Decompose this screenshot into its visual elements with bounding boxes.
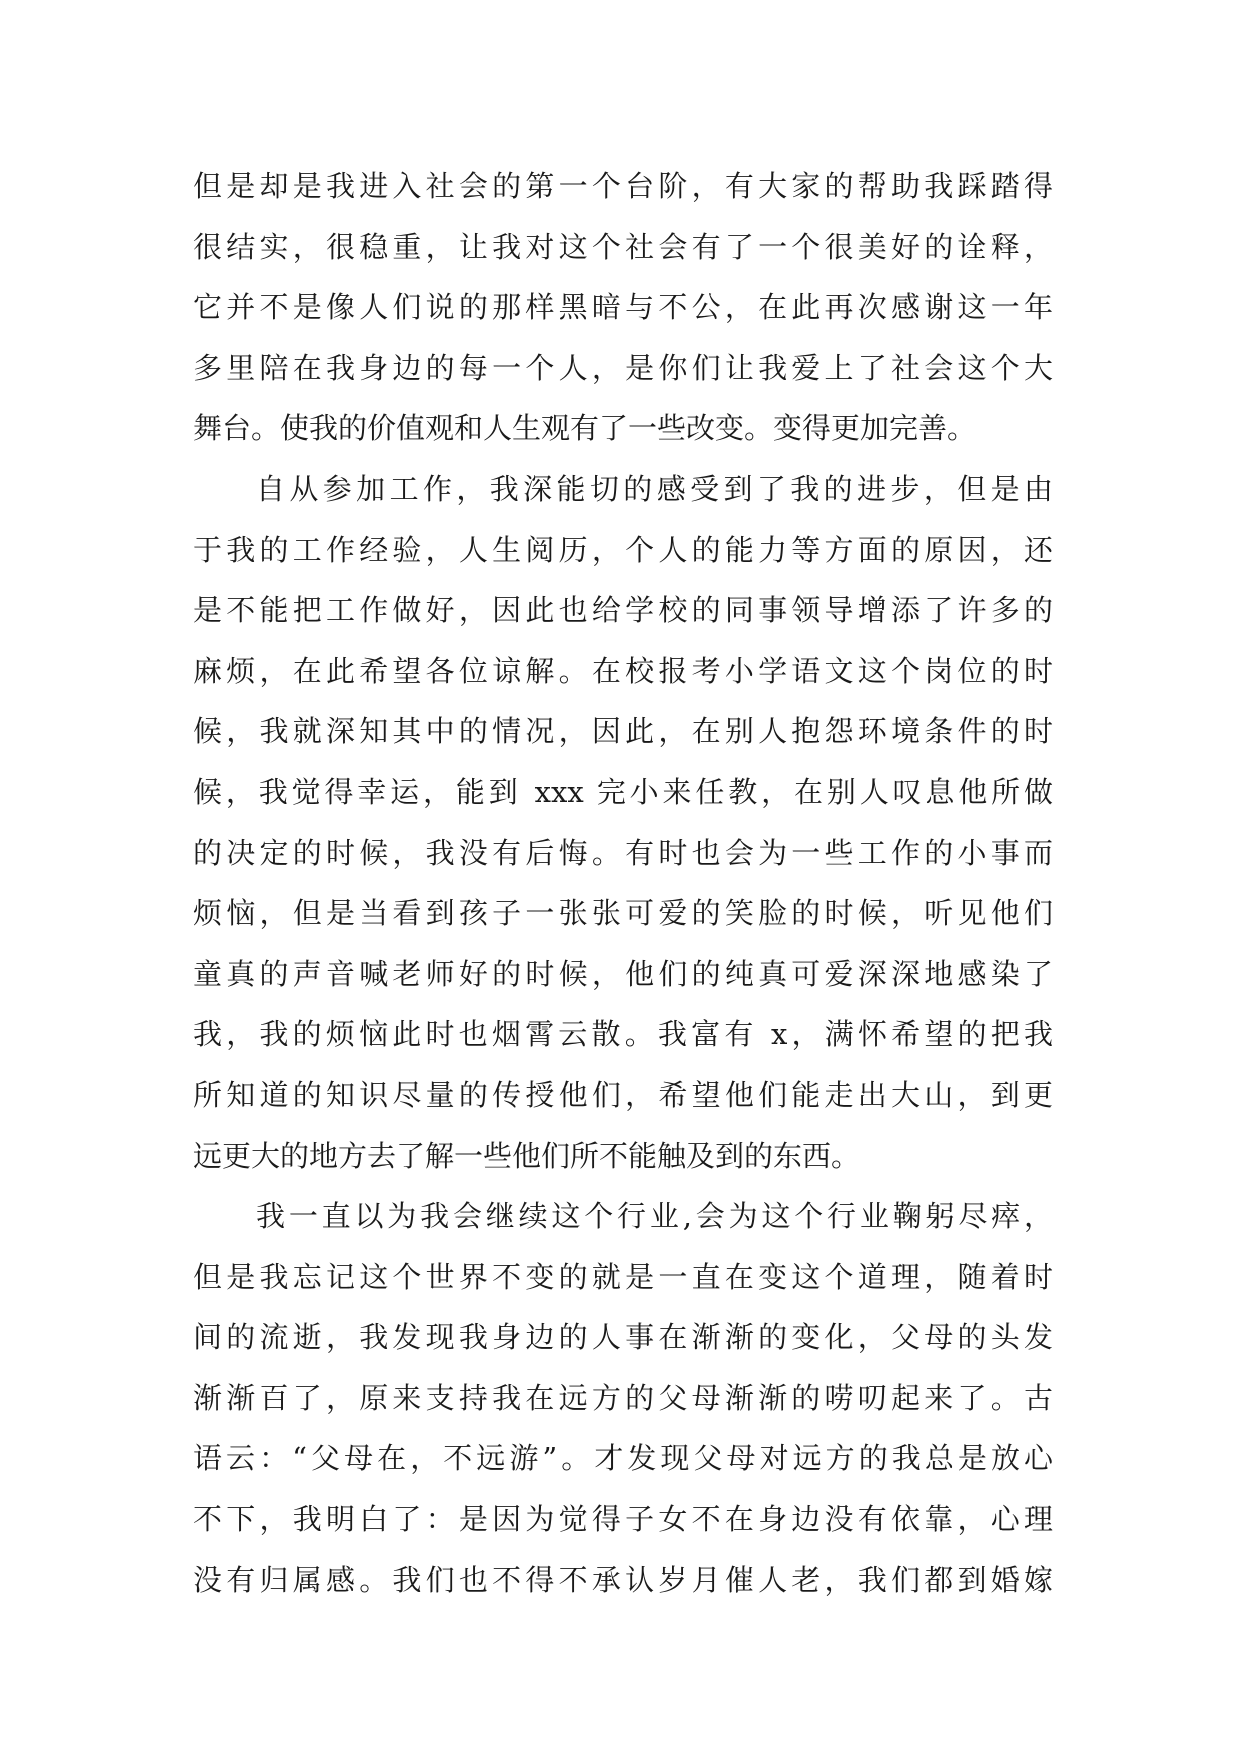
text-line: 自从参加工作，我深能切的感受到了我的进步，但是由 xyxy=(256,471,1053,506)
text-line: 候，我就深知其中的情况，因此，在别人抱怨环境条件的时 xyxy=(193,714,1053,749)
text-line: 于我的工作经验，人生阅历，个人的能力等方面的原因，还 xyxy=(193,532,1053,567)
text-line: 不下，我明白了：是因为觉得子女不在身边没有依靠，心理 xyxy=(193,1502,1053,1537)
paragraph-2 xyxy=(193,459,1053,1186)
paragraph-3 xyxy=(193,1186,1053,1610)
text-line: 的决定的时候，我没有后悔。有时也会为一些工作的小事而 xyxy=(193,835,1053,870)
text-line: 语云：“父母在，不远游”。才发现父母对远方的我总是放心 xyxy=(193,1441,1053,1476)
text-line: 多里陪在我身边的每一个人，是你们让我爱上了社会这个大 xyxy=(193,350,1053,385)
text-line: 童真的声音喊老师好的时候，他们的纯真可爱深深地感染了 xyxy=(193,956,1053,991)
paragraph-1 xyxy=(193,156,1053,459)
text-line: 它并不是像人们说的那样黑暗与不公，在此再次感谢这一年 xyxy=(193,290,1053,325)
text-line: 渐渐百了，原来支持我在远方的父母渐渐的唠叨起来了。古 xyxy=(193,1380,1053,1415)
text-line: 但是却是我进入社会的第一个台阶，有大家的帮助我踩踏得 xyxy=(193,169,1053,203)
text-line: 但是我忘记这个世界不变的就是一直在变这个道理，随着时 xyxy=(193,1259,1053,1294)
text-line: 是不能把工作做好，因此也给学校的同事领导增添了许多的 xyxy=(193,593,1053,628)
text-line: 没有归属感。我们也不得不承认岁月催人老，我们都到婚嫁 xyxy=(193,1562,1053,1597)
text-line: 候，我觉得幸运，能到 xxx 完小来任教，在别人叹息他所做 xyxy=(193,774,1053,809)
text-line: 烦恼，但是当看到孩子一张张可爱的笑脸的时候，听见他们 xyxy=(193,896,1053,931)
text-line: 我一直以为我会继续这个行业,会为这个行业鞠躬尽瘁， xyxy=(256,1199,1053,1234)
text-line: 间的流逝，我发现我身边的人事在渐渐的变化，父母的头发 xyxy=(193,1320,1053,1355)
text-line: 很结实，很稳重，让我对这个社会有了一个很美好的诠释， xyxy=(193,229,1053,264)
text-line: 远更大的地方去了解一些他们所不能触及到的东西。 xyxy=(193,1138,861,1173)
body-text xyxy=(193,156,1053,1610)
text-line: 舞台。使我的价值观和人生观有了一些改变。变得更加完善。 xyxy=(193,411,977,446)
text-line: 所知道的知识尽量的传授他们，希望他们能走出大山，到更 xyxy=(193,1077,1053,1112)
text-line: 麻烦，在此希望各位谅解。在校报考小学语文这个岗位的时 xyxy=(193,653,1053,688)
text-line: 我，我的烦恼此时也烟霄云散。我富有 x，满怀希望的把我 xyxy=(193,1017,1053,1052)
